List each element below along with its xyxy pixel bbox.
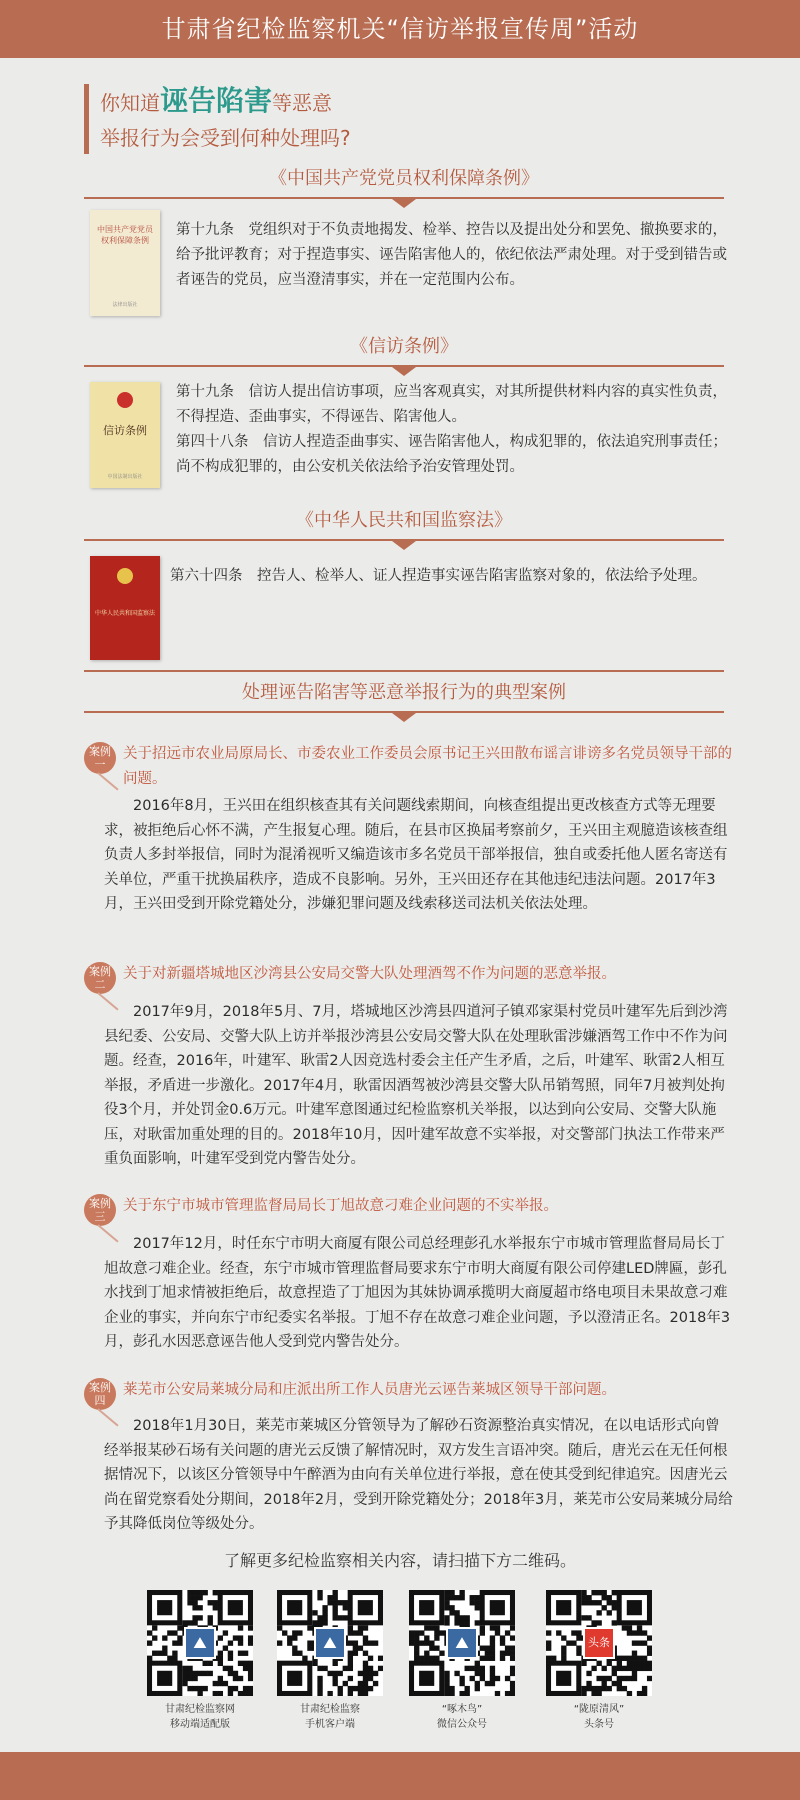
section-title-party-rights: 《中国共产党党员权利保障条例》: [269, 168, 539, 189]
book-publisher: 法律出版社: [112, 302, 138, 308]
national-emblem-icon: [117, 568, 133, 584]
header-banner: [0, 0, 800, 58]
case-tag: 案例 三: [84, 1194, 118, 1244]
cases-section-title: 处理诬告陷害等恶意举报行为的典型案例: [242, 682, 566, 703]
case-body: 2016年8月，王兴田在组织核查其有关问题线索期间，向核查组提出更改核查方式等无理要求，被拒绝后心怀不满，产生报复心理。随后，在县市区换届考察前夕，王兴田主观臆造该核查组负责人多封举报信，同时为混淆视听又编造该市多名党员干部举报信，独自或委托他人匿名寄送有关单位，严重干扰换届秩序，造成不良影响。另外，王兴田还存在其他违纪违法问题。2017年3月，王兴田受到开除党籍处分，涉嫌犯罪问题及线索移送司法机关依法处理。: [104, 798, 728, 912]
case-body: 2017年12月，时任东宁市明大商厦有限公司总经理彭孔水举报东宁市城市管理监督局局长丁旭故意刁难企业。经查，东宁市城市管理监督局要求东宁市明大商厦有限公司停建LED牌匾，彭孔水找到丁旭求情被拒绝后，故意捏造了丁旭因为其妹协调承揽明大商厦超市络电项目未果故意刁难企业的事实，并向东宁市纪委实名举报。丁旭不存在故意刁难企业问题，予以澄清正名。2018年3月，彭孔水因恶意诬告他人受到党内警告处分。: [104, 1236, 731, 1350]
headline-line-2: 举报行为会受到何种处理吗?: [100, 126, 351, 150]
qr-code[interactable]: [546, 1590, 652, 1696]
qr-code[interactable]: [277, 1590, 383, 1696]
case-body: 2017年9月，2018年5月、7月，塔城地区沙湾县四道河子镇邓家渠村党员叶建军先后到沙湾县纪委、公安局、交警大队上访并举报沙湾县公安局交警大队在处理耿雷涉嫌酒驾工作中不作为问题。经查，2016年，叶建军、耿雷2人因竞选村委会主任产生矛盾，之后，叶建军、耿雷2人相互举报，矛盾进一步激化。2017年4月，耿雷因酒驾被沙湾县交警大队吊销驾照，同年7月被判处拘役3个月，并处罚金0.6万元。叶建军意图通过纪检监察机关举报，以达到向公安局、交警大队施压，对耿雷加重处理的目的。2018年10月，因叶建军故意不实举报，对交警部门执法工作带来严重负面影响，叶建军受到党内警告处分。: [104, 1004, 728, 1167]
case-tag: 案例 一: [84, 742, 118, 792]
app-logo-icon: ⛰: [446, 1627, 478, 1659]
book-title: 信访条例: [103, 424, 147, 437]
qr-caption: “啄木鸟” 微信公众号: [437, 1704, 487, 1730]
case-block-3: [84, 1194, 734, 1354]
national-emblem-icon: [117, 392, 133, 408]
page-title: 甘肃省纪检监察机关“信访举报宣传周”活动: [161, 15, 639, 43]
headline-post: 等恶意: [272, 91, 333, 115]
article-paragraph: 第十九条 党组织对于不负责地揭发、检举、控告以及提出处分和罢免、撤换要求的，给予批评教育；对于捏造事实、诬告陷害他人的，依纪依法严肃处理。对于受到错告或者诬告的党员，应当澄清事实，并在一定范围内公布。: [176, 222, 727, 288]
article-paragraph: 第四十八条 信访人捏造歪曲事实、诬告陷害他人，构成犯罪的，依法追究刑事责任；尚不构成犯罪的，由公安机关依法给予治安管理处罚。: [176, 434, 727, 475]
case-block-2: [84, 962, 734, 1182]
book-cover-supervision-law: [90, 556, 160, 660]
book-publisher: 中国法制出版社: [107, 474, 143, 480]
headline-accent-bar: [84, 84, 89, 154]
footer-banner: [0, 1752, 800, 1800]
section-divider: [84, 534, 724, 554]
case-block-1: [84, 742, 734, 942]
toutiao-logo-icon: 头条: [583, 1627, 615, 1659]
book-cover-party-rights: [90, 210, 160, 316]
headline-pre: 你知道: [100, 91, 160, 115]
section-title-petition: 《信访条例》: [350, 336, 458, 357]
case-block-4: [84, 1378, 734, 1538]
app-logo-icon: ⛰: [314, 1627, 346, 1659]
qr-caption: 甘肃纪检监察 手机客户端: [300, 1704, 360, 1730]
article-paragraph: 第六十四条 控告人、检举人、证人捏造事实诬告陷害监察对象的，依法给予处理。: [170, 568, 707, 584]
section-divider: [84, 706, 724, 726]
book-title: 中国共产党党员权利保障条例: [97, 225, 153, 245]
headline-highlight: 诬告陷害: [160, 84, 273, 117]
qr-caption: 甘肃纪检监察网 移动端适配版: [165, 1704, 235, 1730]
book-cover-petition: [90, 382, 160, 488]
case-title: 莱芜市公安局莱城分局和庄派出所工作人员唐光云诬告莱城区领导干部问题。: [123, 1382, 616, 1398]
qr-code[interactable]: [147, 1590, 253, 1696]
section-text-party-rights: [176, 218, 728, 293]
app-logo-icon: ⛰: [184, 1627, 216, 1659]
case-title: 关于对新疆塔城地区沙湾县公安局交警大队处理酒驾不作为问题的恶意举报。: [123, 966, 616, 982]
headline-line-1: [100, 84, 332, 120]
case-tag: 案例 二: [84, 962, 118, 1012]
qr-caption: “陇原清风” 头条号: [573, 1704, 625, 1730]
case-title: 关于东宁市城市管理监督局局长丁旭故意刁难企业问题的不实举报。: [123, 1198, 558, 1214]
section-text-supervision-law: [170, 564, 722, 589]
qr-code[interactable]: [409, 1590, 515, 1696]
case-tag: 案例 四: [84, 1378, 118, 1428]
section-title-supervision-law: 《中华人民共和国监察法》: [296, 510, 512, 531]
case-title: 关于招远市农业局原局长、市委农业工作委员会原书记王兴田散布谣言诽谤多名党员领导干部的问题。: [123, 746, 732, 787]
case-body: 2018年1月30日，莱芜市莱城区分管领导为了解砂石资源整治真实情况，在以电话形式向曾经举报某砂石场有关问题的唐光云反馈了解情况时，双方发生言语冲突。随后，唐光云在无任何根据情况下，以该区分管领导中午醉酒为由向有关单位进行举报，意在使其受到纪律追究。因唐光云尚在留党察看处分期间，2018年2月，受到开除党籍处分；2018年3月，莱芜市公安局莱城分局给予其降低岗位等级处分。: [104, 1418, 733, 1532]
footer-note: 了解更多纪检监察相关内容，请扫描下方二维码。: [223, 1551, 576, 1570]
book-title: 中华人民共和国监察法: [94, 610, 155, 617]
section-divider: [84, 192, 724, 212]
article-paragraph: 第十九条 信访人提出信访事项，应当客观真实，对其所提供材料内容的真实性负责，不得捏造、歪曲事实，不得诬告、陷害他人。: [176, 384, 727, 425]
section-divider: [84, 360, 724, 380]
section-text-petition: [176, 380, 728, 480]
